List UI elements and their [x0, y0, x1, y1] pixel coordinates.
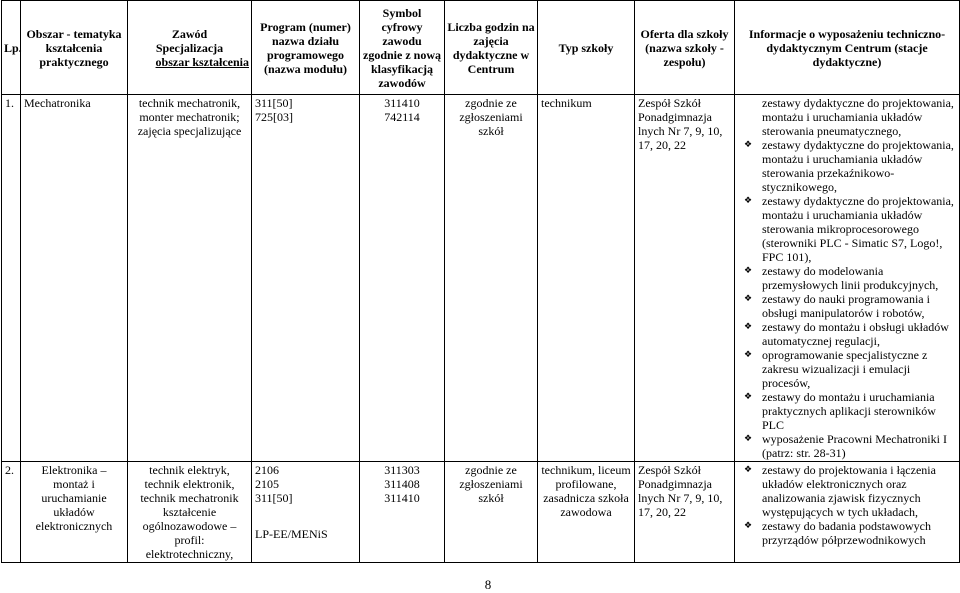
header-oferta: Oferta dla szkoły (nazwa szkoły - zespołu)	[635, 1, 735, 95]
header-godziny: Liczba godzin na zajęcia dydaktyczne w Centrum	[445, 1, 538, 95]
row2-symbol-code: 311410	[384, 491, 420, 505]
row2-program-code: 311[50]	[255, 491, 293, 505]
row1-obszar: Mechatronika	[21, 95, 128, 462]
list-item: ❖ zestawy do badania podstawowych przyrządów półprzewodnikowych	[762, 519, 956, 547]
list-item: zestawy dydaktyczne do projektowania, montażu i uruchamiania układów sterowania pneumatycznego,	[762, 96, 954, 138]
row2-obszar: Elektronika – montaż i uruchamianie układów elektronicznych	[21, 462, 128, 563]
row1-program-code: 725[03]	[255, 110, 293, 124]
row1-symbol-code: 742114	[384, 110, 420, 124]
header-symbol: Symbol cyfrowy zawodu zgodnie z nową klasyfikacją zawodów	[360, 1, 445, 95]
row2-program-code: 2105	[255, 477, 279, 491]
table-row	[2, 462, 960, 563]
row2-lp: 2.	[2, 462, 21, 563]
row2-typ: technikum, liceum profilowane, zasadnicza szkoła zawodowa	[538, 462, 635, 563]
row2-informacje	[735, 462, 960, 563]
row1-symbol	[360, 95, 445, 462]
header-obszar: Obszar - tematyka kształcenia praktycznego	[21, 1, 128, 95]
row1-typ: technikum	[538, 95, 635, 462]
row1-informacje	[735, 95, 960, 462]
header-typ: Typ szkoły	[538, 1, 635, 95]
row2-symbol-code: 311303	[384, 463, 420, 477]
row1-symbol-code: 311410	[384, 96, 420, 110]
table-row	[2, 95, 960, 462]
list-item: ❖ oprogramowanie specjalistyczne z zakresu wizualizacji i emulacji procesów,	[762, 348, 956, 390]
header-informacje: Informacje o wyposażeniu techniczno-dydaktycznym Centrum (stacje dydaktyczne)	[735, 1, 960, 95]
row2-zawod: technik elektryk, technik elektronik, technik mechatronik kształcenie ogólnozawodowe – profil: elektrotechniczny,	[128, 462, 252, 563]
row1-godziny: zgodnie ze zgłoszeniami szkół	[445, 95, 538, 462]
row2-program-extra: LP-EE/MENiS	[255, 527, 328, 541]
equipment-list	[738, 96, 956, 460]
row2-program-code: 2106	[255, 463, 279, 477]
header-zawod-specjalizacja: Specjalizacja	[155, 40, 224, 55]
header-zawod	[128, 1, 252, 95]
list-item: ❖ zestawy do montażu i obsługi układów automatycznej regulacji,	[762, 320, 956, 348]
list-item: ❖ zestawy do projektowania i łączenia układów elektronicznych oraz analizowania zjawisk fizycznych występujących w tych układach,	[762, 463, 956, 519]
row1-program	[252, 95, 360, 462]
row2-oferta: Zespół Szkół Ponadgimnazja lnych Nr 7, 9, 10, 17, 20, 22	[635, 462, 735, 563]
list-item: ❖ zestawy dydaktyczne do projektowania, montażu i uruchamiania układów sterowania przekaźnikowo-stycznikowego,	[762, 138, 956, 194]
header-program: Program (numer) nazwa działu programowego (nazwa modułu)	[252, 1, 360, 95]
equipment-list	[738, 463, 956, 547]
row1-oferta: Zespół Szkół Ponadgimnazja lnych Nr 7, 9, 10, 17, 20, 22	[635, 95, 735, 462]
list-item: ❖ zestawy do nauki programowania i obsługi manipulatorów i robotów,	[762, 292, 956, 320]
list-item: ❖ zestawy do modelowania przemysłowych linii produkcyjnych,	[762, 264, 956, 292]
row2-symbol-code: 311408	[384, 477, 420, 491]
header-zawod-title: Zawód	[171, 26, 208, 41]
row2-symbol	[360, 462, 445, 563]
row1-program-code: 311[50]	[255, 96, 293, 110]
header-lp: Lp.	[2, 1, 21, 95]
page-number: 8	[484, 577, 492, 592]
row2-godziny: zgodnie ze zgłoszeniami szkół	[445, 462, 538, 563]
list-item: ❖ zestawy dydaktyczne do projektowania, montażu i uruchamiania układów sterowania mikroprocesorowego (sterowniki PLC - Simatic S7, Logo!, FPC 101),	[762, 194, 956, 264]
header-row	[2, 1, 960, 95]
header-zawod-obszar: obszar kształcenia	[155, 54, 249, 69]
list-item: ❖ zestawy do montażu i uruchamiania praktycznych aplikacji sterowników PLC	[762, 390, 956, 432]
list-item: ❖ wyposażenie Pracowni Mechatroniki I (patrz: str. 28-31)	[762, 432, 956, 460]
row1-zawod: technik mechatronik, monter mechatronik; zajęcia specjalizujące	[128, 95, 252, 462]
row2-program	[252, 462, 360, 563]
curriculum-table	[1, 0, 960, 563]
row1-lp: 1.	[2, 95, 21, 462]
